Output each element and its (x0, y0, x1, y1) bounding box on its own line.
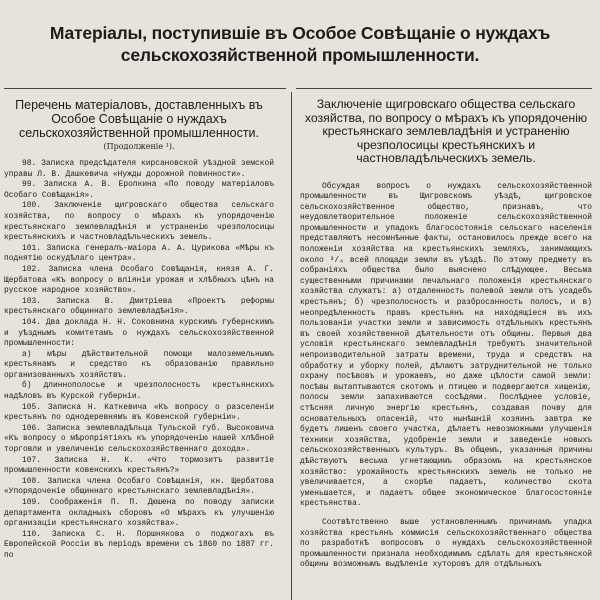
body-paragraph: Обсуждая вопросъ о нуждахъ сельскохозяйственной промышленности въ Щигровскомъ уѣздѣ, щигровское сельскохозяйственное общество, признавъ, что неудовлетворительное положеніе сельскохозяйственной промышленности и упадокъ благосостоянія сельскаго населенія представляютъ несомнѣнные факты, остановилось прежде всего на положеніи хозяйства на крестьянскихъ земляхъ, занимающихъ около ³/₄ всей площади земли въ уѣздѣ. По этому предмету въ собраніяхъ общества было выяснено слѣдующее. Весьма существенными причинами печальнаго положенія крестьянскаго хозяйства служатъ: а) отдаленность полевой земли отъ усадебъ крестьянъ; б) чрезполосность и разбросанность полосъ, и в) неопредѣленность правъ крестьянъ на находящіеся въ ихъ пользованіи участки земли и зависимость отдѣльныхъ крестьянъ въ своей хозяйственной дѣятельности отъ общины. Первыя два условія крестьянскаго землевладѣнія требуютъ значительной непроизводительной затраты времени, труда и средствъ на обработку и уборку полей, дѣлаютъ затруднительной не только охрану посѣвовъ и урожаевъ, но даже цѣлости самой земли: посѣвы вытаптываются скотомъ и птицею и подвергаются хищенію, полосы земли запахиваются сосѣдями. Послѣднее условіе, стѣсняя личную энергію крестьянъ, создавая почву для основательныхъ опасеній, что нынѣшній хозяинъ завтра же будетъ лишенъ своего участка, дѣлаетъ невозможными улучшенія техники хозяйства, удобреніе земли и заведеніе новыхъ сельскохозяйственныхъ культуръ. Въ общемъ, указанныя причины дѣйствуютъ весьма угнетающимъ образомъ на крестьянское хозяйство: урожайность крестьянскихъ земель не только не увеличивается, а скорѣе падаетъ, количество скота уменьшается, и падаетъ общее экономическое благосостояніе крестьянства. (300, 181, 592, 509)
right-column (300, 98, 592, 600)
list-item: 103. Записка В. Дмитріева «Проектъ реформы крестьянскаго общиннаго землевладѣнія». (4, 296, 274, 317)
right-column-rule (296, 88, 592, 89)
conclusion-heading: Заключеніе щигровскаго общества сельскаго хозяйства, по вопросу о мѣрахъ къ упорядоченію крестьянскаго землевладѣнія и устраненію чрезполосицы крестьянскихъ и частновладѣльческихъ земель. (304, 98, 588, 165)
materials-list (4, 159, 274, 562)
list-item: 109. Соображенія П. П. Дюшена по поводу записки департамента окладныхъ сборовъ «О мѣрахъ къ улучшенію организаціи крестьянскаго хозяйства». (4, 498, 274, 529)
left-column-rule (4, 88, 286, 89)
list-item: а) мѣры дѣйствительной помощи малоземельнымъ крестьянамъ и средство къ образованію правильно организованныхъ хозяйствъ. (4, 349, 274, 380)
list-item: 108. Записка члена Особаго Совѣщанія, кн. Щербатова «Упорядоченіе общиннаго крестьянскаго землевладѣнія». (4, 476, 274, 497)
list-item: 99. Записка А. В. Еропкина «По поводу матеріаловъ Особаго Совѣщанія». (4, 180, 274, 200)
materials-list-heading: Перечень матеріаловъ, доставленныхъ въ Особое Совѣщаніе о нуждахъ сельскохозяйственной промышленности. (15, 98, 263, 140)
list-item: 110. Записка С. Н. Поршнякова о поджогахъ въ Европейской Россіи въ періодъ времени съ 1860 по 1887 гг. по (4, 529, 274, 560)
list-item: б) длиннополосье и чрезполосность крестьянскихъ надѣловъ въ Курской губерніи. (4, 381, 274, 402)
conclusion-body (300, 182, 592, 571)
list-item: 98. Записка предсѣдателя кирсановской уѣздной земской управы Л. В. Дашкевича «Нужды дорожной повинности». (4, 159, 274, 179)
left-column (4, 98, 274, 600)
list-item: 107. Записка Н. К. «Что тормозитъ развитіе промышленности ковенскихъ крестьянъ?» (4, 455, 274, 476)
list-item: 102. Записка члена Особаго Совѣщанія, князя А. Г. Щербатова «Къ вопросу о вліяніи урожая и хлѣбныхъ цѣнъ на русское народное хозяйство». (4, 264, 274, 296)
list-item: 101. Записка генералъ-маіора А. А. Цурикова «Мѣры къ поднятію оскудѣлаго центра». (4, 243, 274, 264)
list-item: 106. Записка землевладѣльца Тульской губ. Высоковича «Къ вопросу о мѣропріятіяхъ къ упорядоченію нашей хлѣбной торговли и увеличенію сельскохозяйственнаго дохода». (4, 423, 274, 455)
page-cut-fade (300, 592, 592, 600)
page-title: Матеріалы, поступившіе въ Особое Совѣщаніе о нуждахъ сельскохозяйственной промышленности. (49, 23, 551, 65)
column-divider (291, 92, 292, 600)
continued-note: (Продолженіе ¹). (103, 142, 175, 151)
body-paragraph: Соотвѣтственно выше установленнымъ причинамъ упадка хозяйства крестьянъ коммисія сельскохозяйственнаго общества по разработкѣ вопросовъ о нуждахъ сельскохозяйственной промышленности признала необходимымъ сдѣлать для крестьянской общины возможнымъ выдѣленіе хуторовъ для отдѣльныхъ (300, 517, 592, 570)
list-item: 105. Записка Н. Каткевича «Къ вопросу о разселеніи крестьянъ по однодеревнямъ въ Ковенской губерніи». (4, 402, 274, 423)
list-item: 100. Заключеніе щигровскаго общества сельскаго хозяйства, по вопросу о мѣрахъ къ упорядоченію крестьянскаго землевладѣнія и устраненію чрезполосицы крестьянскихъ и частновладѣльческихъ земель. (4, 201, 274, 243)
list-item: 104. Два доклада Н. Н. Соковнина курскимъ губернскимъ и уѣзднымъ комитетамъ о нуждахъ сельскохозяйственной промышленности: (4, 317, 274, 349)
page-cut-fade (4, 592, 274, 600)
